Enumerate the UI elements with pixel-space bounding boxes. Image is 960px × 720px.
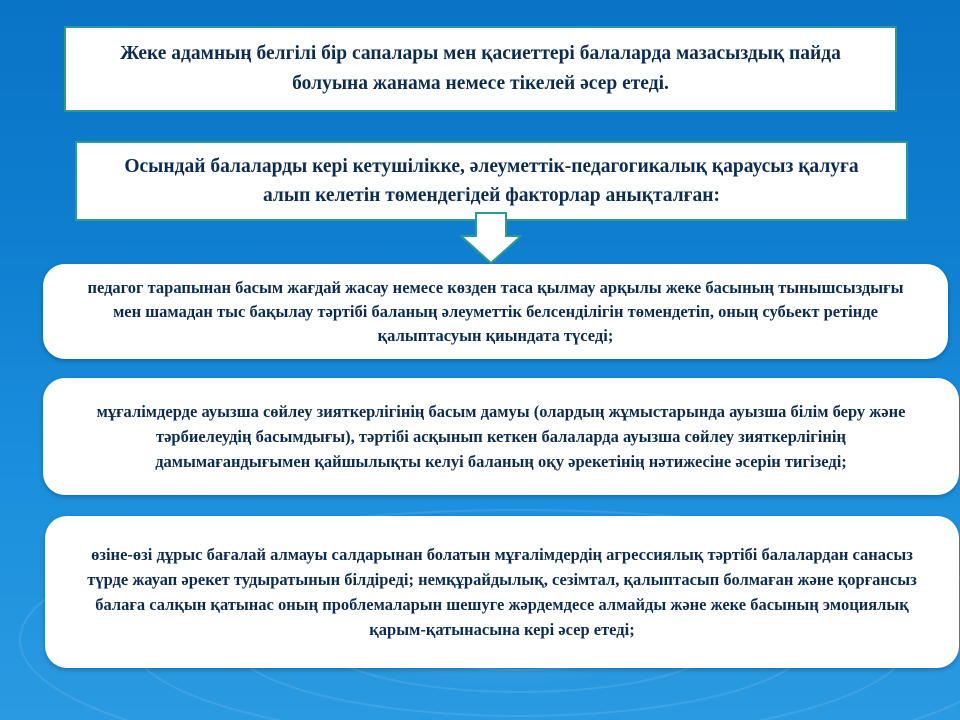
factors-heading-text: Осындай балаларды кері кетушілікке, әлеуметтік-педагогикалық қараусыз қалуға алып келетін төмендегідей факторлар анықталған:: [124, 156, 859, 206]
factor-box-2: [43, 378, 959, 495]
factor-box-1: [43, 264, 948, 359]
down-arrow-icon: [460, 212, 522, 264]
factor-box-3: [45, 516, 959, 668]
factor-text-2: мұғалімдерде ауызша сөйлеу зияткерлігінің басым дамуы (олардың жұмыстарында ауызша білім беру және тәрбиелеудің басымдығы), тәртібі асқынып кеткен балаларда ауызша сөйлеу зияткерлігінің дамымағандығымен қайшылықты келуі баланың оқу әрекетінің нәтижесіне әсерін тигізеді;: [96, 402, 906, 471]
intro-statement-box: [64, 26, 897, 112]
factor-text-1: педагог тарапынан басым жағдай жасау немесе көзден таса қылмау арқылы жеке басының тынышсыздығы мен шамадан тыс бақылау тәртібі баланың әлеуметтік белсенділігін төмендетіп, оның субьект ретінде қалыптасуын қиындата түседі;: [87, 277, 904, 345]
factor-text-3: өзіне-өзі дұрыс бағалай алмауы салдарынан болатын мұғалімдердің агрессиялық тәртібі балалардан санасыз түрде жауап әрекет тудыратынын білдіреді; немқұрайдылық, сезімтал, қалыптасып болмаған және қорғансыз балаға салқын қатынас оның проблемаларын шешуге жәрдемдесе алмайды және жеке басының эмоциялық қарым-қатынасына кері әсер етеді;: [87, 545, 917, 639]
intro-statement-text: Жеке адамның белгілі бір сапалары мен қасиеттері балаларда мазасыздық пайда болуына жанама немесе тікелей әсер етеді.: [120, 43, 841, 94]
factors-heading-box: [75, 141, 908, 221]
